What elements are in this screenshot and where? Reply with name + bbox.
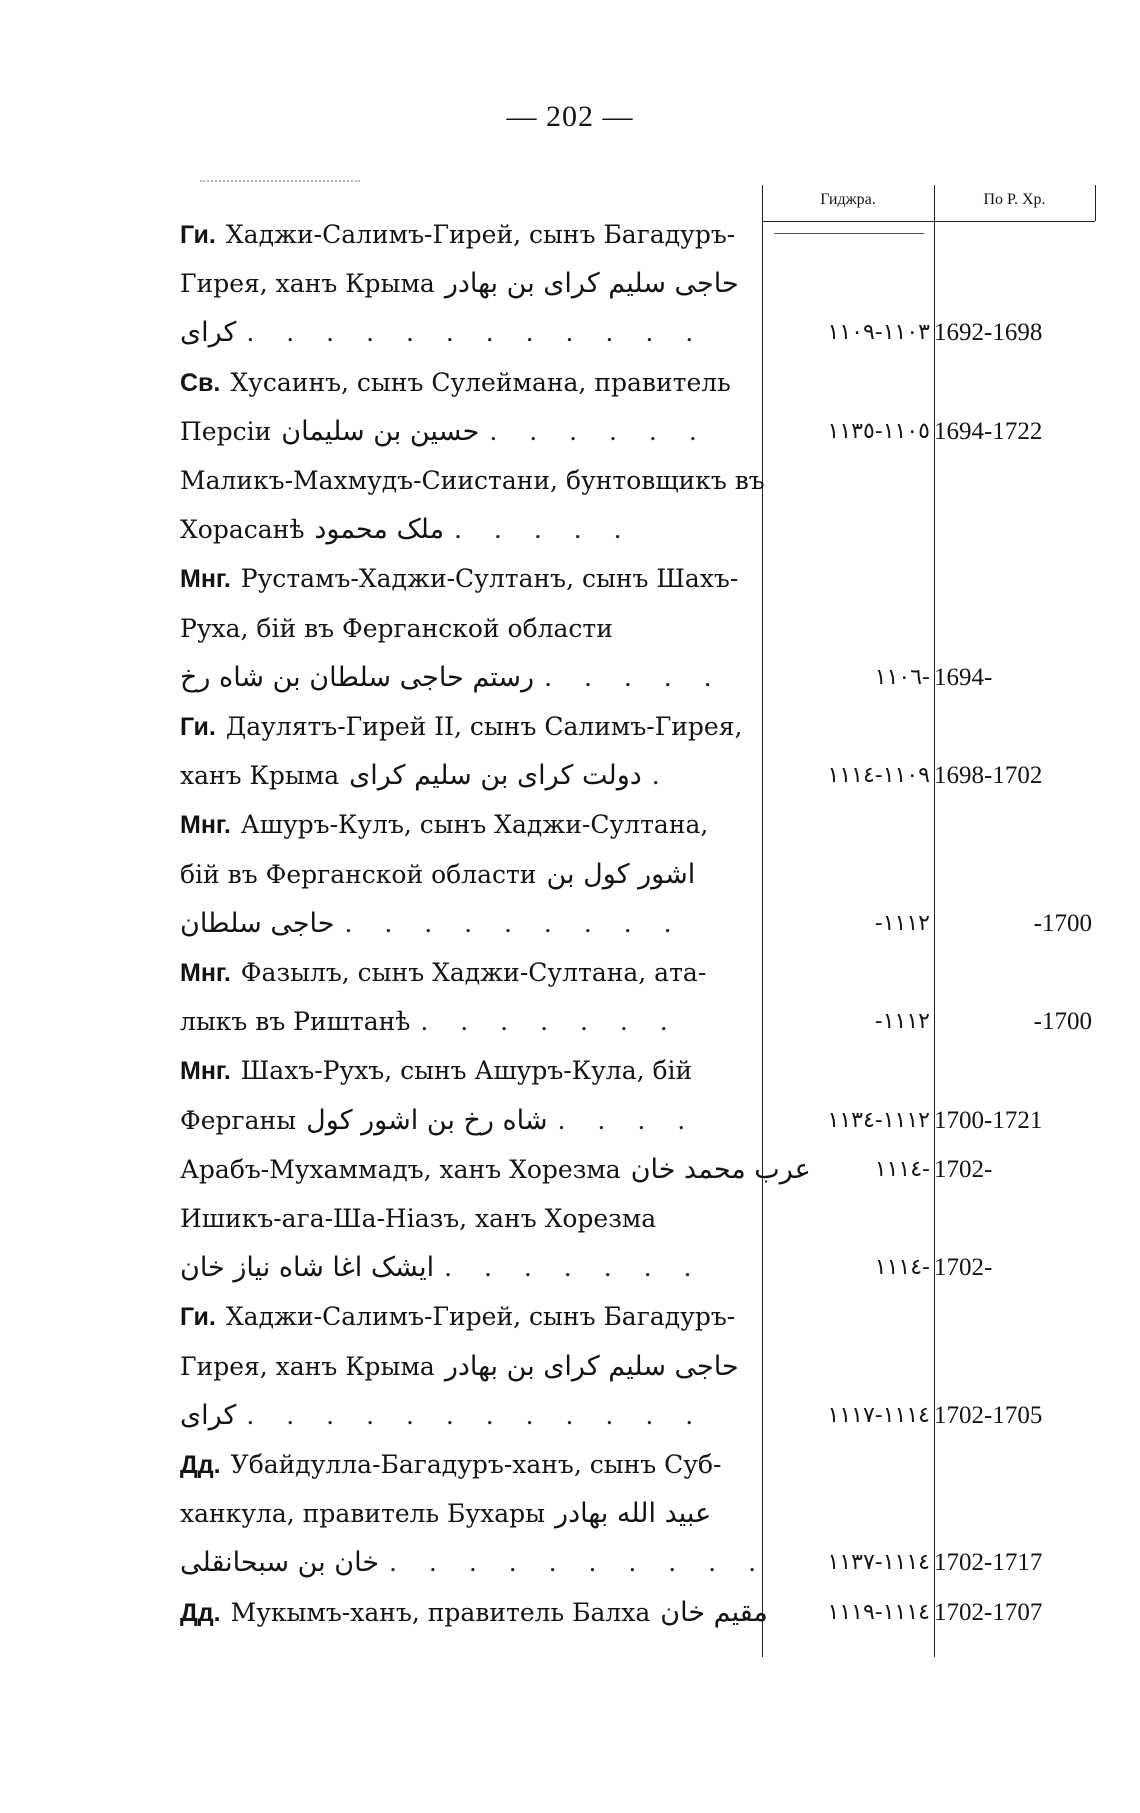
dot-leader: . . . . . . . . . . . . (246, 318, 706, 348)
arabic-name: خان بن سبحانقلی (180, 1547, 380, 1579)
entry-line (0, 656, 1140, 700)
dot-leader: . (651, 761, 672, 791)
arabic-name: اشور کول بن (546, 858, 696, 890)
arabic-name: کرای (180, 1399, 237, 1431)
ad-date: 1700-1721 (934, 1106, 1043, 1134)
ad-date: 1702- (934, 1254, 993, 1282)
header-rule (200, 180, 360, 182)
entry-description: Даулятъ-Гирей II, сынъ Салимъ-Гирея, (225, 712, 743, 741)
arabic-name: عرب محمد خان (630, 1153, 811, 1185)
hijra-date: ١١١٤- (874, 1156, 930, 1182)
entry-line (0, 1148, 1140, 1192)
entry-line (0, 705, 1140, 749)
dynasty-abbreviation: Св. (180, 368, 221, 397)
ad-date: 1702- (934, 1155, 993, 1183)
entry-line (0, 557, 1140, 601)
dot-leader: . . . . . (454, 515, 634, 545)
arabic-name: شاه رخ بن اشور کول (306, 1104, 548, 1136)
entry-text (180, 1541, 769, 1585)
entry-text (180, 311, 740, 355)
arabic-name: عبید الله بهادر (555, 1498, 712, 1530)
entry-line (0, 361, 1140, 405)
entry-line (0, 459, 1140, 503)
entry-line (0, 902, 1140, 946)
entry-line (0, 262, 1140, 306)
column-header-ad: По Р. Хр. (983, 191, 1046, 208)
hijra-date: ١١٠٦- (874, 664, 930, 690)
ad-date: -1700 (1033, 909, 1092, 937)
entry-description: Хусаинъ, сынъ Сулейманa, правитель (230, 367, 731, 397)
arabic-name: حاجی سلیم کرای بن بهادر (444, 268, 739, 300)
dynasty-abbreviation: Мнг. (180, 811, 231, 840)
entry-description: Ашуръ-Кулъ, сынъ Хаджи-Султана, (240, 810, 709, 840)
entry-text (180, 1345, 740, 1389)
entry-text (180, 1197, 740, 1241)
dynasty-abbreviation: Мнг. (180, 959, 231, 987)
arabic-name: مقیم خان (660, 1596, 768, 1628)
entry-text (180, 410, 740, 454)
ad-date: 1702-1705 (934, 1401, 1043, 1429)
hijra-date: ١١٠٥-١١٣٥ (827, 418, 930, 444)
hijra-date: ١١١٤-١١١٧ (827, 1402, 930, 1428)
entry-description: Гирея, ханъ Крыма (180, 1351, 435, 1381)
ad-date: 1702-1707 (934, 1598, 1043, 1626)
entry-text (180, 1591, 768, 1635)
arabic-name: دولت کرای بن سلیم کرای (349, 760, 642, 792)
entry-line (0, 1197, 1140, 1241)
entry-line (0, 1049, 1140, 1093)
entry-text (180, 459, 765, 503)
entry-text (180, 1099, 740, 1143)
dynasty-abbreviation: Дд. (180, 1451, 221, 1479)
column-header-hijra: Гиджра. (820, 191, 876, 208)
entry-description: Фазылъ, сынъ Хаджи-Султана, ата- (240, 958, 707, 987)
dynasty-abbreviation: Дд. (180, 1598, 221, 1627)
hijra-date: -١١١٢ (874, 910, 930, 936)
entry-description: Маликъ-Махмудъ-Сиистани, бунтовщикъ въ (180, 466, 765, 495)
entry-description: Мукымъ-ханъ, правитель Балха (230, 1597, 651, 1627)
entry-text (180, 1492, 740, 1536)
entry-text (180, 1000, 740, 1044)
entry-line (0, 1345, 1140, 1389)
entry-text (180, 557, 740, 601)
dynasty-abbreviation: Ги. (180, 713, 216, 741)
ad-date: 1702-1717 (934, 1549, 1043, 1577)
entry-text (180, 853, 740, 897)
entry-description: Ферганы (180, 1105, 297, 1135)
arabic-name: حاجی سلیم کرای بن بهادر (444, 1350, 739, 1382)
entry-line (0, 1099, 1140, 1143)
hijra-date: ١١٠٣-١١٠٩ (827, 320, 930, 346)
dot-leader: . . . . (557, 1105, 698, 1135)
hijra-date: ١١١٢-١١٣٤ (827, 1107, 930, 1133)
entry-description: Рустамъ-Хаджи-Султанъ, сынъ Шахъ- (240, 564, 739, 594)
arabic-name: کرای (180, 317, 237, 349)
arabic-name: حاجی سلطان (180, 907, 335, 939)
hijra-date: ١١١٤-١١١٩ (827, 1599, 930, 1625)
hijra-date: ١١١٤-١١٣٧ (827, 1550, 930, 1576)
entry-description: Шахъ-Рухъ, сынъ Ашуръ-Кула, бій (240, 1056, 693, 1086)
entry-text (180, 508, 740, 552)
entry-line (0, 1295, 1140, 1339)
ad-date: 1698-1702 (934, 762, 1043, 790)
entry-line (0, 1246, 1140, 1290)
entry-text (180, 1394, 740, 1438)
dot-leader: . . . . . . . . . . (389, 1548, 769, 1578)
entry-description: Хаджи-Салимъ-Гирей, сынъ Багадуръ- (225, 220, 736, 249)
entry-description: лыкъ въ Риштанѣ (180, 1007, 411, 1037)
entry-line (0, 508, 1140, 552)
dynasty-abbreviation: Ги. (180, 1303, 216, 1332)
entry-text (180, 361, 740, 405)
entry-line (0, 1492, 1140, 1536)
hijra-date: ١١٠٩-١١١٤ (827, 763, 930, 789)
dot-leader: . . . . . (544, 662, 724, 692)
entry-text (180, 607, 740, 651)
entry-description: ханъ Крыма (180, 761, 340, 791)
entry-description: Убайдулла-Багадуръ-ханъ, сынъ Суб- (230, 1450, 722, 1479)
arabic-name: ملک محمود (314, 514, 445, 546)
entry-line (0, 1394, 1140, 1438)
entry-text (180, 1295, 740, 1339)
entry-text (180, 902, 740, 946)
entry-line (0, 951, 1140, 995)
entry-description: Гирея, ханъ Крыма (180, 269, 435, 299)
entry-line (0, 1443, 1140, 1487)
hijra-date: -١١١٢ (874, 1009, 930, 1035)
ad-date: 1694- (934, 663, 993, 691)
hijra-date: ١١١٤- (874, 1255, 930, 1281)
entry-line (0, 1541, 1140, 1585)
entry-description: Хорасанѣ (180, 515, 305, 545)
entry-description: Руха, бій въ Ферганской области (180, 613, 613, 643)
dynasty-abbreviation: Мнг. (180, 565, 231, 594)
dot-leader: . . . . . . (489, 416, 709, 446)
entry-description: Хаджи-Салимъ-Гирей, сынъ Багадуръ- (225, 1302, 736, 1332)
entry-text (180, 1049, 740, 1093)
entry-text (180, 705, 743, 749)
entry-text (180, 262, 740, 306)
entry-text (180, 1148, 811, 1192)
entry-description: Ишикъ-ага-Ша-Ніазъ, ханъ Хорезма (180, 1204, 657, 1233)
entry-line (0, 1591, 1140, 1635)
entry-description: Арабъ-Мухаммадъ, ханъ Хорезма (180, 1154, 621, 1184)
entry-line (0, 853, 1140, 897)
ad-date: 1692-1698 (934, 319, 1043, 347)
entry-line (0, 754, 1140, 798)
dot-leader: . . . . . . . (444, 1253, 704, 1283)
entry-text (180, 803, 740, 847)
entry-text (180, 213, 740, 257)
entry-text (180, 656, 740, 700)
page-number: — 202 — (506, 100, 634, 133)
entry-text (180, 1443, 740, 1487)
entry-line (0, 607, 1140, 651)
arabic-name: حسین بن سلیمان (281, 415, 480, 447)
arabic-name: رستم حاجی سلطان بن شاه رخ (180, 661, 535, 693)
dot-leader: . . . . . . . (420, 1007, 680, 1037)
entry-line (0, 213, 1140, 257)
dot-leader: . . . . . . . . . . . . (246, 1400, 706, 1430)
entry-text (180, 754, 740, 798)
entry-line (0, 803, 1140, 847)
entry-description: бій въ Ферганской области (180, 859, 537, 889)
ad-date: 1694-1722 (934, 417, 1043, 445)
entry-text (180, 1246, 740, 1290)
dot-leader: . . . . . . . . . (344, 908, 684, 938)
entry-description: Персіи (180, 416, 272, 446)
entry-description: ханкула, правитель Бухары (180, 1499, 546, 1529)
entry-line (0, 410, 1140, 454)
dynasty-abbreviation: Мнг. (180, 1057, 231, 1086)
arabic-name: ایشک اغا شاه نیاز خان (180, 1252, 435, 1284)
entry-text (180, 951, 740, 995)
ad-date: -1700 (1033, 1008, 1092, 1036)
entry-line (0, 1000, 1140, 1044)
dynasty-abbreviation: Ги. (180, 221, 216, 249)
entry-line (0, 311, 1140, 355)
